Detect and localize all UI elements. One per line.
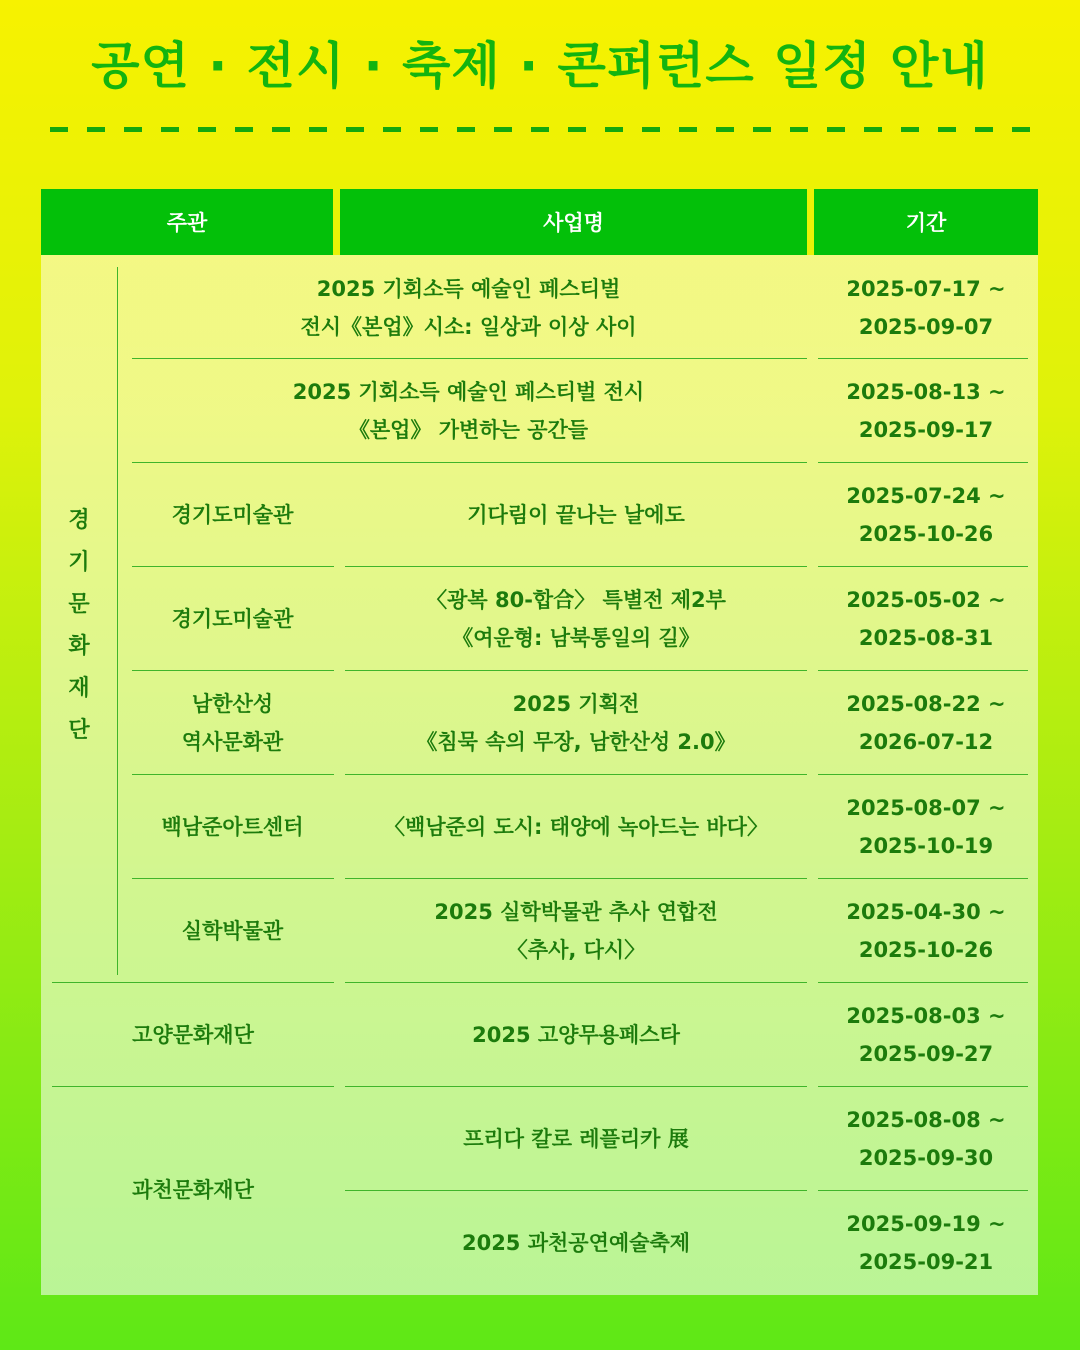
label-char: 재 — [68, 676, 90, 701]
row-divider — [818, 566, 1028, 567]
venue-cell: 과천문화재단 — [132, 1178, 254, 1202]
period-cell: 2025-08-08 ~ 2025-09-30 — [846, 1108, 1006, 1170]
row-divider — [818, 358, 1028, 359]
period-cell: 2025-05-02 ~ 2025-08-31 — [846, 588, 1006, 650]
header-organizer: 주관 — [41, 189, 333, 255]
project-cell: 프리다 칼로 레플리카 展 — [463, 1127, 689, 1151]
period-cell: 2025-08-07 ~ 2025-10-19 — [846, 796, 1006, 858]
project-cell: 〈백남준의 도시: 태양에 녹아드는 바다〉 — [384, 815, 768, 839]
row-divider — [132, 670, 334, 671]
period-cell: 2025-04-30 ~ 2025-10-26 — [846, 900, 1006, 962]
venue-cell: 경기도미술관 — [171, 503, 294, 527]
row-divider — [818, 670, 1028, 671]
row-divider — [132, 774, 334, 775]
period-cell: 2025-09-19 ~ 2025-09-21 — [846, 1212, 1006, 1274]
row-divider — [132, 878, 334, 879]
header-project: 사업명 — [340, 189, 807, 255]
label-char: 단 — [68, 718, 90, 743]
project-cell: 기다림이 끝나는 날에도 — [467, 503, 685, 527]
dashed-divider — [50, 127, 1030, 132]
venue-cell: 백남준아트센터 — [161, 815, 304, 839]
header-period: 기간 — [814, 189, 1038, 255]
row-divider — [345, 774, 807, 775]
period-cell: 2025-08-03 ~ 2025-09-27 — [846, 1004, 1006, 1066]
row-divider — [132, 566, 334, 567]
row-divider — [818, 462, 1028, 463]
row-divider — [345, 566, 807, 567]
project-cell: 2025 실학박물관 추사 연합전 〈추사, 다시〉 — [434, 900, 718, 962]
row-divider — [818, 878, 1028, 879]
period-cell: 2025-08-13 ~ 2025-09-17 — [846, 380, 1006, 442]
venue-cell: 남한산성 역사문화관 — [181, 692, 284, 754]
row-divider — [345, 1086, 807, 1087]
row-divider — [345, 670, 807, 671]
row-divider — [818, 774, 1028, 775]
group-divider-line — [117, 267, 118, 975]
row-divider — [132, 358, 807, 359]
label-char: 화 — [68, 634, 90, 659]
row-divider — [345, 982, 807, 983]
project-cell: 2025 기회소득 예술인 페스티벌 전시《본업》시소: 일상과 이상 사이 — [300, 277, 637, 339]
row-divider — [818, 1086, 1028, 1087]
period-cell: 2025-08-22 ~ 2026-07-12 — [846, 692, 1006, 754]
row-divider — [818, 1190, 1028, 1191]
row-divider — [52, 982, 334, 983]
period-cell: 2025-07-17 ~ 2025-09-07 — [846, 277, 1006, 339]
project-cell: 2025 기회소득 예술인 페스티벌 전시 《본업》 가변하는 공간들 — [292, 380, 645, 442]
project-cell: 〈광복 80-합合〉 특별전 제2부 《여운형: 남북통일의 길》 — [426, 588, 726, 650]
row-divider — [818, 982, 1028, 983]
label-char: 기 — [68, 550, 90, 575]
row-divider — [52, 1086, 334, 1087]
venue-cell: 고양문화재단 — [132, 1023, 254, 1047]
gyeonggi-foundation-label — [52, 500, 106, 752]
label-char: 경 — [68, 508, 90, 533]
row-divider — [132, 462, 807, 463]
venue-cell: 경기도미술관 — [171, 607, 294, 631]
page-title: 공연 · 전시 · 축제 · 콘퍼런스 일정 안내 — [91, 37, 989, 95]
project-cell: 2025 과천공연예술축제 — [461, 1231, 691, 1255]
project-cell: 2025 고양무용페스타 — [472, 1023, 680, 1047]
project-cell: 2025 기획전 《침묵 속의 무장, 남한산성 2.0》 — [416, 692, 736, 754]
venue-cell: 실학박물관 — [181, 919, 284, 943]
label-char: 문 — [68, 592, 90, 617]
row-divider — [345, 1190, 807, 1191]
row-divider — [345, 878, 807, 879]
period-cell: 2025-07-24 ~ 2025-10-26 — [846, 484, 1006, 546]
